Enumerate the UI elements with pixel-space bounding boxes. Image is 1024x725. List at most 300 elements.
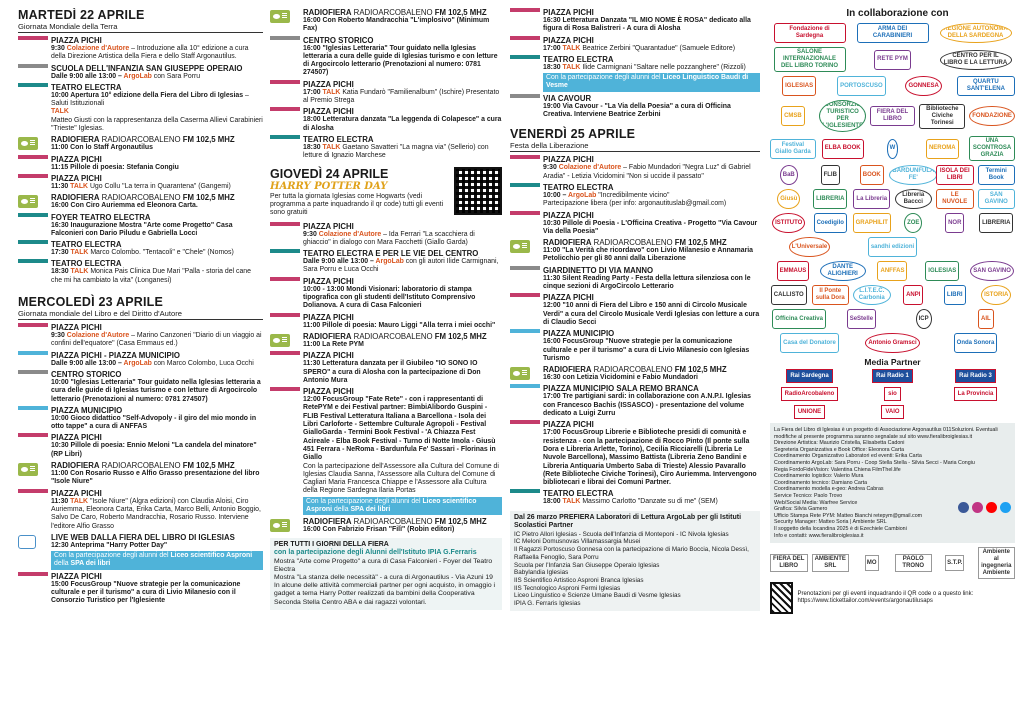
event-item: [510, 266, 760, 292]
event-tag: Colazione d'Autore: [66, 332, 130, 340]
event-item: [18, 240, 263, 257]
column-3: [510, 8, 760, 720]
day-title: GIOVEDÌ 24 APRILE: [270, 166, 389, 181]
event-text: – Fabio Mundadori "Negra Luz" di Gabriel Aradia" - Letizia Vicidomini "Non si uccide il passato": [543, 164, 751, 180]
event-item: [18, 193, 263, 210]
event-list: [510, 8, 760, 119]
event-tag: TALK: [70, 268, 89, 276]
event-marker: [270, 135, 300, 161]
partner-logo: FIERA DEL LIBRO: [870, 106, 916, 126]
event-marker: [18, 240, 48, 257]
event-time: 16:30 con Letizia Vicidomini e Fabio Mundadori: [543, 374, 698, 382]
location-color-strip: [18, 155, 48, 159]
event-body: [303, 8, 502, 34]
partners-title: In collaborazione con: [846, 8, 949, 19]
event-time: 16:30 Letteratura Danzata "IL MIO NOME È ROSA" dedicato alla figura di Rosa Balistreri - A cura di Alosha: [543, 17, 751, 33]
location-name: PIAZZA PICHI: [51, 571, 102, 581]
event-description: [543, 247, 760, 264]
event-location: [303, 222, 502, 231]
event-location: [51, 36, 263, 45]
event-description: [51, 268, 263, 285]
radio-frequency: FM 102,5 MHZ: [182, 135, 235, 145]
event-text: Gaetano Savatteri "La magna via" (Sellerio) con letture di Ignazio Marchese: [303, 143, 489, 160]
event-list: [18, 323, 263, 606]
location-color-strip: [18, 351, 48, 355]
event-marker: [270, 332, 300, 349]
event-description: [51, 92, 263, 117]
event-time: 16:00 "Iglesias Letteraria" Tour guidato nella Iglesias letteraria a cura delle guide di Iglesias turismo e con letture di Argocircolo letterario (Prenotazioni al numero: 0781 274507): [303, 44, 498, 77]
event-marker: [270, 80, 300, 106]
event-text: Monica Pais Clinica Due Mari "Palla - storia del cane che mi ha cambiato la vita" (Longanesi): [51, 268, 251, 284]
event-item: [18, 533, 263, 570]
location-name: PIAZZA MUNICIPIO SALA REMO BRANCA: [543, 384, 699, 394]
credit-line: Coordinamento tecnico: Damiano Carta: [774, 479, 868, 486]
youtube-icon[interactable]: [986, 502, 997, 513]
event-body: [303, 351, 502, 385]
event-body: [543, 489, 760, 506]
event-time: Dalle 9:00 alle 13:00 –: [51, 72, 124, 80]
event-body: [303, 313, 502, 330]
event-description: [543, 192, 760, 200]
radio-station: RADIOARCOBALENO: [351, 517, 435, 527]
event-location: [543, 266, 760, 275]
credit-line: Web/Social Media: Warfree Service: [774, 499, 858, 506]
sponsor-logo: Ambiente al ingegneria Ambiente: [978, 547, 1016, 579]
day-title: MERCOLEDÌ 23 APRILE: [18, 295, 164, 310]
credit-line: Security Manager: Matteo Soria | Ambiente SRL: [774, 519, 887, 526]
partner-logo: BOOK: [860, 165, 884, 185]
event-text: "Isole Niure" (Algra edizioni) con Claudia Aloisi, Ciro Auriemma, Eleonora Carta, Erika Carta, Marco Belli, Antonio Boggio, Salvo De Caro, Roberto Mandracchia, Rosario Russo. Interviene l'editore Alfio Grasso: [51, 497, 261, 530]
location-name: PIAZZA MUNICIPIO: [51, 405, 123, 415]
radio-frequency: FM 102,5 MHZ: [182, 461, 235, 471]
event-tag: TALK: [562, 63, 581, 71]
event-location: [303, 313, 502, 322]
media-logo: Rai Radio 1: [872, 369, 913, 383]
event-body: [51, 174, 263, 191]
event-body: [51, 351, 263, 368]
event-item: [18, 433, 263, 459]
location-color-strip: [18, 174, 48, 178]
partner-logo: Officina Creativa: [772, 309, 826, 329]
event-description: [543, 103, 760, 120]
event-marker: [18, 433, 48, 459]
event-marker: [270, 36, 300, 78]
event-text: Beatrice Zerbini "Quarantadue" (Samuele Editore): [580, 44, 736, 52]
event-marker: [18, 323, 48, 349]
event-location: [303, 135, 502, 144]
partner-logo: IGLESIAS: [782, 76, 816, 96]
event-description: [303, 526, 502, 534]
event-body: [543, 155, 760, 181]
event-body: [51, 461, 263, 487]
event-item: [18, 351, 263, 368]
school-item: Liceo Linguistico e Scienze Umane Baudi di Vesme Iglesias: [514, 592, 681, 600]
event-tag: ArgoLab: [568, 191, 597, 199]
event-description: [51, 45, 263, 62]
event-location: [543, 183, 760, 192]
event-time: 17:00 FocusGroup Librerie e Biblioteche presidi di comunità e resistenza - con la partecipazione di Rocco Pinto (Il ponte sulla Dora e Libreria Arlette, Torino), Cecilia Ricciarelli (Libreria Le Nuvole Barcellona), Massimo Battista (Libreria Zeno Bandini e Libreria Antiquaria Umberto Saba di Trieste) Alessio Pavarallo (Rete Biblioteche Civiche Torinesi), Ciro Auriemma. Intervengono bibliotecari e librai dei Comuni Partner.: [543, 429, 757, 487]
radio-icon: [270, 10, 290, 23]
event-tag: TALK: [562, 44, 581, 52]
location-name: PIAZZA PICHI: [51, 323, 102, 333]
location-name: PIAZZA PICHI: [51, 433, 102, 443]
event-item: [18, 406, 263, 432]
event-location: [303, 249, 502, 258]
event-location: [51, 135, 263, 144]
location-color-strip: [18, 489, 48, 493]
event-location: [543, 489, 760, 498]
event-list: [510, 155, 760, 506]
partner-logo: NEROMA: [926, 139, 959, 159]
event-marker: [510, 329, 540, 363]
radio-station: RADIOARCOBALENO: [99, 135, 183, 145]
event-time: 18:30: [303, 143, 323, 151]
event-text: – Introduzione alla 10° edizione a cura della Direzione Artistica della Fiera e dello Staff Argonautilus.: [51, 45, 249, 61]
event-time: 10:00 "Iglesias Letteraria" Tour guidato nella Iglesias letteraria a cura delle guide di Iglesias turismo e con letture di Argocircolo letterario (Prenotazioni al numero: 0781 274507): [51, 378, 261, 403]
logo-row: [770, 23, 1015, 43]
event-item: [18, 572, 263, 606]
media-logo: VAIO: [881, 405, 903, 419]
location-name: TEATRO ELECTRA: [303, 134, 374, 144]
org-credits: [774, 440, 1011, 539]
partner-logo: ANFFAS: [877, 261, 907, 281]
org-intro: La Fiera del Libro di Iglesias è un progetto di Associazione Argonautilus 011Soluzioni. Eventuali modifiche al presente programma saranno segnalate sul sito www.fieralibroiglesias.it: [774, 427, 998, 440]
partner-logo: CONSORZIO TURISTICO PER L'IGLESIENTE: [819, 100, 866, 132]
event-body: [51, 572, 263, 606]
partner-logo: DANTE ALIGHIERI: [820, 261, 866, 281]
event-tag: Colazione d'Autore: [66, 45, 130, 52]
event-time: 12:30 Anteprima "Harry Potter Day": [51, 541, 168, 549]
event-item: [18, 259, 263, 285]
event-location: [543, 55, 760, 64]
event-item: [270, 517, 502, 534]
event-body: [51, 213, 263, 239]
event-time: 10:00 Gioco didattico "Self-Advopoly - il giro del mio mondo in otto tappe" a cura di ANFFAS: [51, 414, 257, 431]
event-item: [18, 213, 263, 239]
credit-line: Coordinamento ArgoLab: Sara Porru - Coop Stella Stella - Silvia Secci - Maria Congiu: [774, 459, 975, 466]
location-name: TEATRO ELECTRA: [543, 182, 614, 192]
event-text: "Incredibilmente vicino": [596, 191, 670, 199]
logo-row: [770, 333, 1015, 353]
location-color-strip: [510, 293, 540, 297]
location-name: RADIOFIERA: [303, 8, 352, 17]
event-description: [543, 64, 760, 72]
box-text: In alcune delle attività commerciali partner per ogni acquisto, in omaggio i gadget a tema Harry Potter realizzati da bambini della Cooperativa Seconda Stella Centro ABA e dai ragazzi volontari.: [274, 582, 496, 606]
event-description: [543, 429, 760, 487]
event-location: [303, 387, 502, 396]
media-logo: sio: [884, 387, 901, 401]
day-title: MARTEDÌ 22 APRILE: [18, 8, 145, 22]
radio-station: RADIOARCOBALENO: [99, 193, 183, 203]
event-description: [543, 45, 760, 53]
event-extra-wrap: [543, 200, 760, 208]
event-time: 9:30: [543, 164, 559, 172]
event-description: [51, 332, 263, 349]
event-marker: [510, 183, 540, 209]
radio-station: RADIOARCOBALENO: [591, 365, 675, 375]
day-subtitle: Giornata Mondiale della Terra: [18, 22, 263, 33]
event-location: [543, 420, 760, 429]
event-description: [303, 17, 502, 34]
event-body: [51, 533, 263, 570]
facebook-icon[interactable]: [958, 502, 969, 513]
event-item: [18, 155, 263, 172]
event-description: [303, 341, 502, 349]
event-body: [543, 238, 760, 264]
booking-text[interactable]: Prenotazioni per gli eventi inquadrando il QR code o a questo link: https://www.tickettailor.com/events/argonautilusaps: [797, 590, 974, 605]
event-body: [543, 384, 760, 418]
location-name: RADIOFIERA: [51, 135, 100, 145]
radio-station: RADIOARCOBALENO: [591, 238, 675, 248]
event-location: [543, 94, 760, 103]
qr-code-icon[interactable]: [770, 582, 793, 614]
event-tag: TALK: [562, 498, 581, 506]
location-color-strip: [18, 572, 48, 576]
event-marker: [510, 293, 540, 327]
partner-logo: CMSB: [781, 106, 805, 126]
location-name: PIAZZA PICHI: [543, 210, 594, 220]
box-title: PER TUTTI I GIORNI DELLA FIERA: [274, 540, 389, 548]
event-item: [18, 36, 263, 62]
qr-code-icon[interactable]: [454, 167, 502, 215]
location-name: SCUOLA DELL'INFANZIA SAN GIUSEPPE OPERAIO: [51, 63, 243, 73]
event-time: 11:30: [51, 497, 71, 505]
logo-row: [770, 136, 1015, 161]
event-location: [303, 351, 502, 360]
event-item: [510, 36, 760, 53]
event-item: [18, 83, 263, 133]
partner-logo: GRAPHILIT: [853, 213, 891, 233]
location-name: RADIOFIERA: [51, 461, 100, 471]
radio-frequency: FM 102,5 MHZ: [434, 8, 487, 17]
location-color-strip: [18, 370, 48, 374]
event-marker: [18, 533, 48, 570]
event-text: – Marino Canzoneri "Diario di un viaggio ai confini dell'equatore" (Casa Emmaus ed.): [51, 332, 262, 348]
box-text: Mostra "La stanza delle necessità" - a cura di Argonautilus - Via Azuni 19: [274, 573, 493, 581]
location-name: LIVE WEB DALLA FIERA DEL LIBRO DI IGLESIAS: [51, 532, 235, 542]
credit-line: Coordinamento modella e-geo: Andrea Cabras: [774, 486, 884, 493]
partner-logo: ZOE: [904, 213, 922, 233]
event-body: [303, 387, 502, 515]
school-text: Con la partecipazione degli alunni del: [546, 74, 663, 82]
event-extra-wrap: [303, 463, 502, 496]
partner-logo: ISTORIA: [981, 285, 1011, 305]
event-location: [51, 83, 263, 92]
partner-logo: EMMAUS: [777, 261, 810, 281]
location-name: RADIOFIERA: [303, 331, 352, 341]
event-time: 19:00 Via Cavour - "La Via della Poesia" a cura di Officina Creativa. Interviene Beatrice Zerbini: [543, 102, 731, 119]
radio-station: RADIOARCOBALENO: [99, 461, 183, 471]
event-location: [51, 259, 263, 268]
event-text: – Ida Ferrari "La scacchiera di ghiaccio" in dialogo con Mara Facchetti (Giallo Garda): [303, 230, 475, 246]
event-time: 10:30 Pillole di Poesia - L'Officina Creativa - Progetto "Via Cavour Via della Poesia": [543, 219, 758, 235]
event-item: [270, 135, 502, 161]
event-description: [303, 322, 502, 330]
partner-logo: QUARTU SANT'ELENA: [957, 76, 1015, 96]
event-location: [303, 277, 502, 286]
event-location: [543, 293, 760, 302]
event-time: 12:00 FocusGroup "Fate Rete" - con i rappresentanti di RetePYM e dei Festival partner: BimbiAlibordo Guspini - FLIB Festival Letteratura Italiana a Barcellona - Isola dei Libri Carloforte - Settembre Culturale Agropoli - Festival GialloGarda - Termini Book Festival - 'A Chiazza Fest Acireale - Elba Book Festival - Turno di Notte Imola - Giusù 451 Ferrara - NeRoma - Bardunfula Fe' Sassari - Florinas in Giallo: [303, 396, 496, 462]
school-item: IPIA G. Ferraris Iglesias: [514, 600, 581, 608]
location-color-strip: [510, 420, 540, 424]
event-item: [270, 277, 502, 311]
partner-logo: Libreria Baccci: [895, 189, 933, 209]
location-color-strip: [510, 55, 540, 59]
event-body: [51, 259, 263, 285]
event-time: 9:30: [51, 332, 67, 340]
school-text: Con la partecipazione degli alunni del: [306, 497, 423, 505]
credit-line: Coordinamento logistico: Valerio Mura: [774, 473, 864, 480]
event-item: [270, 36, 502, 78]
event-body: [543, 55, 760, 92]
location-name: PIAZZA PICHI: [543, 155, 594, 165]
organization-box: [770, 423, 1015, 543]
partner-logo: Onda Sonora: [954, 333, 998, 353]
partner-logo: ARMA DEI CARABINIERI: [857, 23, 929, 43]
credit-line: Il soggetto della locandina 2025 è di Ezechiele Cambioni: [774, 525, 907, 532]
event-marker: [510, 489, 540, 506]
event-marker: [18, 174, 48, 191]
event-body: [51, 36, 263, 62]
media-logos: [770, 369, 1015, 419]
event-tag: ArgoLab: [375, 258, 404, 266]
partner-logo: REGIONE AUTONOMA DELLA SARDEGNA: [940, 23, 1012, 43]
event-marker: [510, 238, 540, 264]
event-location: [303, 107, 502, 116]
partner-logo: Termini Book: [978, 165, 1016, 185]
event-marker: [18, 36, 48, 62]
event-tag: Colazione d'Autore: [558, 164, 622, 172]
partner-logo: Antonio Gramsci: [865, 333, 919, 353]
event-body: [303, 135, 502, 161]
event-marker: [270, 313, 300, 330]
location-color-strip: [270, 107, 300, 111]
event-time: 10:00 - 13:00 Mondi Visionari: laboratorio di stampa tipografica con gli studenti dell'Istituto Comprensivo Dolianova. A cura di Casa Falconieri: [303, 285, 476, 310]
event-location: [543, 384, 760, 393]
event-text: con Sara Porru: [151, 72, 201, 80]
partner-logo: sandhi edizioni: [868, 237, 917, 257]
event-tag: ArgoLab: [123, 72, 152, 80]
school-text: SPA dei libri: [70, 560, 111, 568]
event-text: con Marco Colombo, Luca Occhi: [151, 359, 254, 367]
location-name: PIAZZA PICHI: [543, 293, 594, 303]
event-marker: [18, 83, 48, 133]
location-color-strip: [18, 433, 48, 437]
partner-logo: LE NUVOLE: [936, 189, 974, 209]
event-item: [18, 489, 263, 531]
event-location: [51, 193, 263, 202]
location-name: PIAZZA PICHI: [303, 312, 354, 322]
event-description: [543, 302, 760, 327]
event-description: [543, 498, 760, 506]
event-time: 11:30: [51, 182, 71, 190]
event-time: 11:00 Con Rosario Russo e Alfio Grasso presentazione del libro "Isole Niure": [51, 470, 260, 486]
event-item: [270, 332, 502, 349]
instagram-icon[interactable]: [972, 502, 983, 513]
location-color-strip: [270, 222, 300, 226]
location-name: PIAZZA PICHI: [303, 276, 354, 286]
twitter-icon[interactable]: [1000, 502, 1011, 513]
credit-line: Ufficio Stampa Rete PYM: Matteo Bianchi retepym@gmail.com: [774, 512, 923, 519]
location-color-strip: [510, 384, 540, 388]
school-text: della: [332, 505, 351, 513]
event-item: [270, 222, 502, 248]
location-color-strip: [510, 155, 540, 159]
event-location: [303, 332, 502, 341]
media-logo: La Provincia: [954, 387, 998, 401]
event-body: [51, 489, 263, 531]
location-name: PIAZZA PICHI: [303, 221, 354, 231]
event-item: [510, 329, 760, 363]
event-marker: [18, 64, 48, 81]
event-item: [18, 135, 263, 152]
event-description: [51, 183, 263, 191]
location-color-strip: [18, 406, 48, 410]
event-location: [543, 155, 760, 164]
event-description: [51, 581, 263, 606]
location-name: RADIOFIERA: [543, 365, 592, 375]
event-location: [303, 517, 502, 526]
event-time: 11:30 Letteratura danzata per il Giubileo "IO SONO IO SPERO" a cura di Alosha con la partecipazione di Don Antonio Mura: [303, 360, 481, 384]
partner-logo: ISTITUTO: [772, 213, 805, 233]
event-time: 10:00 Apertura 10° edizione della Fiera del Libro di Iglesias: [51, 91, 244, 99]
school-item: Babylandia Iglesias: [514, 569, 569, 577]
event-location: [543, 365, 760, 374]
event-text: Ugo Collu "La terra in Quarantena" (Gangemi): [88, 182, 231, 190]
event-marker: [270, 249, 300, 275]
event-item: [270, 387, 502, 515]
event-list: [270, 8, 502, 161]
location-color-strip: [270, 351, 300, 355]
event-marker: [18, 461, 48, 487]
logo-row: [770, 237, 1015, 257]
media-logo: RadioArcobaleno: [781, 387, 839, 401]
event-item: [18, 370, 263, 404]
event-description: [303, 144, 502, 161]
location-color-strip: [510, 329, 540, 333]
partner-logo: BARDUNFULA FE': [889, 165, 937, 185]
event-tag: TALK: [70, 182, 89, 190]
event-tag: TALK: [322, 143, 341, 151]
event-item: [510, 211, 760, 237]
event-marker: [18, 259, 48, 285]
sponsor-logo: AMBIENTE SRL: [812, 554, 850, 572]
partner-logo: PORTOSCUSO: [837, 76, 886, 96]
credit-line: Coordinamento Organizzativo Laboratori ed eventi: Erika Carta: [774, 453, 922, 460]
event-description: [51, 442, 263, 459]
event-location: [543, 36, 760, 45]
event-item: [510, 489, 760, 506]
event-description: [303, 89, 502, 106]
event-item: [510, 94, 760, 120]
event-item: [510, 55, 760, 92]
event-marker: [18, 406, 48, 432]
school-participation: [303, 497, 502, 516]
media-logo: Rai Radio 3: [955, 369, 996, 383]
event-body: [543, 329, 760, 363]
event-time: 17:30: [51, 249, 71, 257]
prefiera-title: Dal 26 marzo PREFIERA Laboratori di Lettura ArgoLab per gli Istituti Scolastici Partner: [514, 513, 742, 530]
event-marker: [270, 8, 300, 34]
location-name: PIAZZA PICHI - PIAZZA MUNICIPIO: [51, 350, 180, 360]
harry-potter-logo: HARRY POTTER DAY: [270, 180, 388, 192]
school-text: SPA dei libri: [350, 505, 391, 513]
event-location: [51, 174, 263, 183]
logo-row: [770, 100, 1015, 132]
event-description: [543, 338, 760, 363]
event-text: Marco Colombo. "Tentacoli" e "Chele" (Nomos): [88, 249, 234, 257]
event-description: [51, 202, 263, 210]
